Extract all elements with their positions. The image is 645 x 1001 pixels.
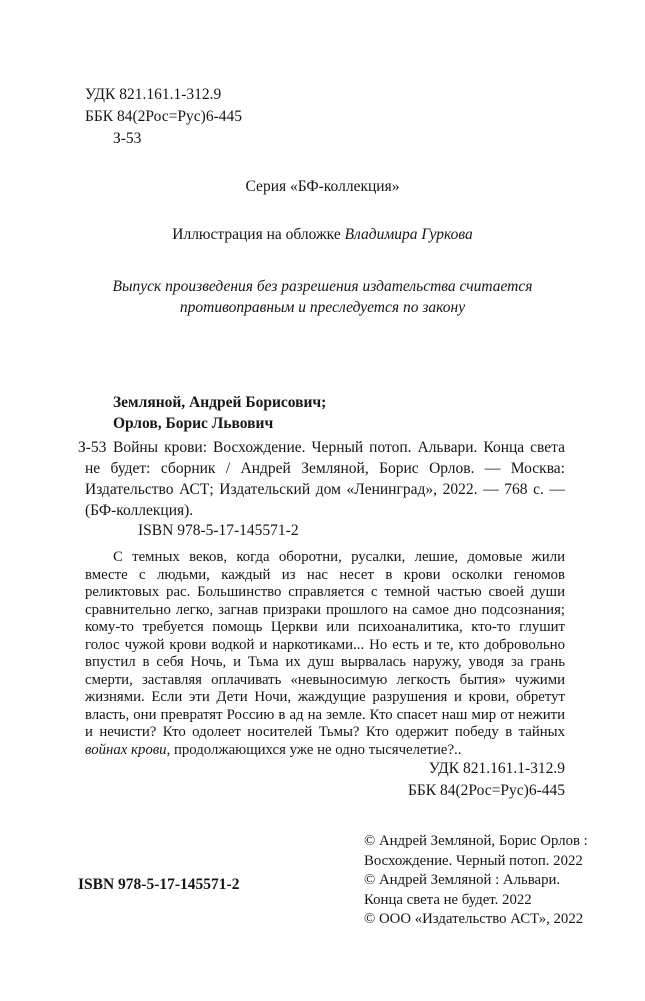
catalog-entry — [78, 437, 565, 521]
isbn-catalog: ISBN 978-5-17-145571-2 — [138, 522, 299, 539]
annotation-text-1: С темных веков, когда оборотни, русалки, лешие, домовые жили вместе с людьми, каждый из нас несет в крови осколки геномов реликтовых рас. Большинство справляется с темной частью своей души сравнительно легко, загнав призраки прошлого на самое дно подсознания; кому-то требуется помощь Церкви или психоаналитика, кто-то глушит голос чужой крови водкой и наркотиками... Но есть и те, кто добровольно впустил в себя Ночь, и Тьма их душ вырвалась наружу, уводя за грань смерти, заставляя оплачивать «невыносимую легкость бытия» чужими жизнями. Если эти Дети Ночи, жаждущие разрушения и крови, обретут власть, они превратят Россию в ад на земле. Кто спасет наш мир от нежити и нечисти? Кто одолеет носителей Тьмы? Кто одержит победу в тайных — [85, 549, 565, 740]
illustration-artist-name: Владимира Гуркова — [344, 226, 473, 243]
copyright-warning-line-1: Выпуск произведения без разрешения издательства считается — [112, 278, 533, 295]
top-classification-codes — [85, 84, 242, 150]
illustration-credit — [0, 226, 645, 244]
copyright-line: © Андрей Земляной, Борис Орлов : — [364, 833, 588, 849]
bottom-classification-codes — [408, 758, 565, 802]
annotation-italic-phrase: войнах крови — [85, 741, 167, 758]
catalog-entry-text: Войны крови: Восхождение. Черный потоп. Альвари. Конца света не будет: сборник / Андрей Земляной, Борис Орлов. — Москва: Издательство АСТ; Издательский дом «Ленинград», 2022. — 768 с. — (БФ-коллекция). — [85, 439, 565, 519]
bbk-code-top: ББК 84(2Рос=Рус)6-445 — [85, 108, 242, 125]
author-name-1: Земляной, Андрей Борисович; — [113, 394, 327, 411]
udk-code-bottom: УДК 821.161.1-312.9 — [428, 760, 565, 777]
copyright-line: Конца света не будет. 2022 — [364, 891, 532, 908]
series-title: Серия «БФ-коллекция» — [245, 178, 400, 195]
bbk-code-bottom: ББК 84(2Рос=Рус)6-445 — [408, 782, 565, 799]
annotation-paragraph — [85, 549, 565, 759]
copyright-warning — [0, 276, 645, 318]
isbn-footer: ISBN 978-5-17-145571-2 — [78, 876, 240, 893]
copyright-notices — [364, 832, 588, 930]
copyright-line: © ООО «Издательство АСТ», 2022 — [364, 911, 584, 927]
author-sign-code-entry: З-53 — [78, 439, 107, 456]
udk-code-top: УДК 821.161.1-312.9 — [85, 86, 222, 103]
illustration-credit-prefix: Иллюстрация на обложке — [172, 226, 345, 243]
copyright-line: © Андрей Земляной : Альвари. — [364, 872, 561, 888]
authors-heading — [113, 392, 326, 434]
author-sign-code-top: З-53 — [113, 130, 142, 147]
copyright-warning-line-2: противоправным и преследуется по закону — [179, 299, 466, 316]
copyright-line: Восхождение. Черный потоп. 2022 — [364, 852, 583, 869]
author-name-2: Орлов, Борис Львович — [113, 415, 274, 432]
annotation-text-2: , продолжающихся уже не одно тысячелетие?.. — [166, 741, 462, 758]
